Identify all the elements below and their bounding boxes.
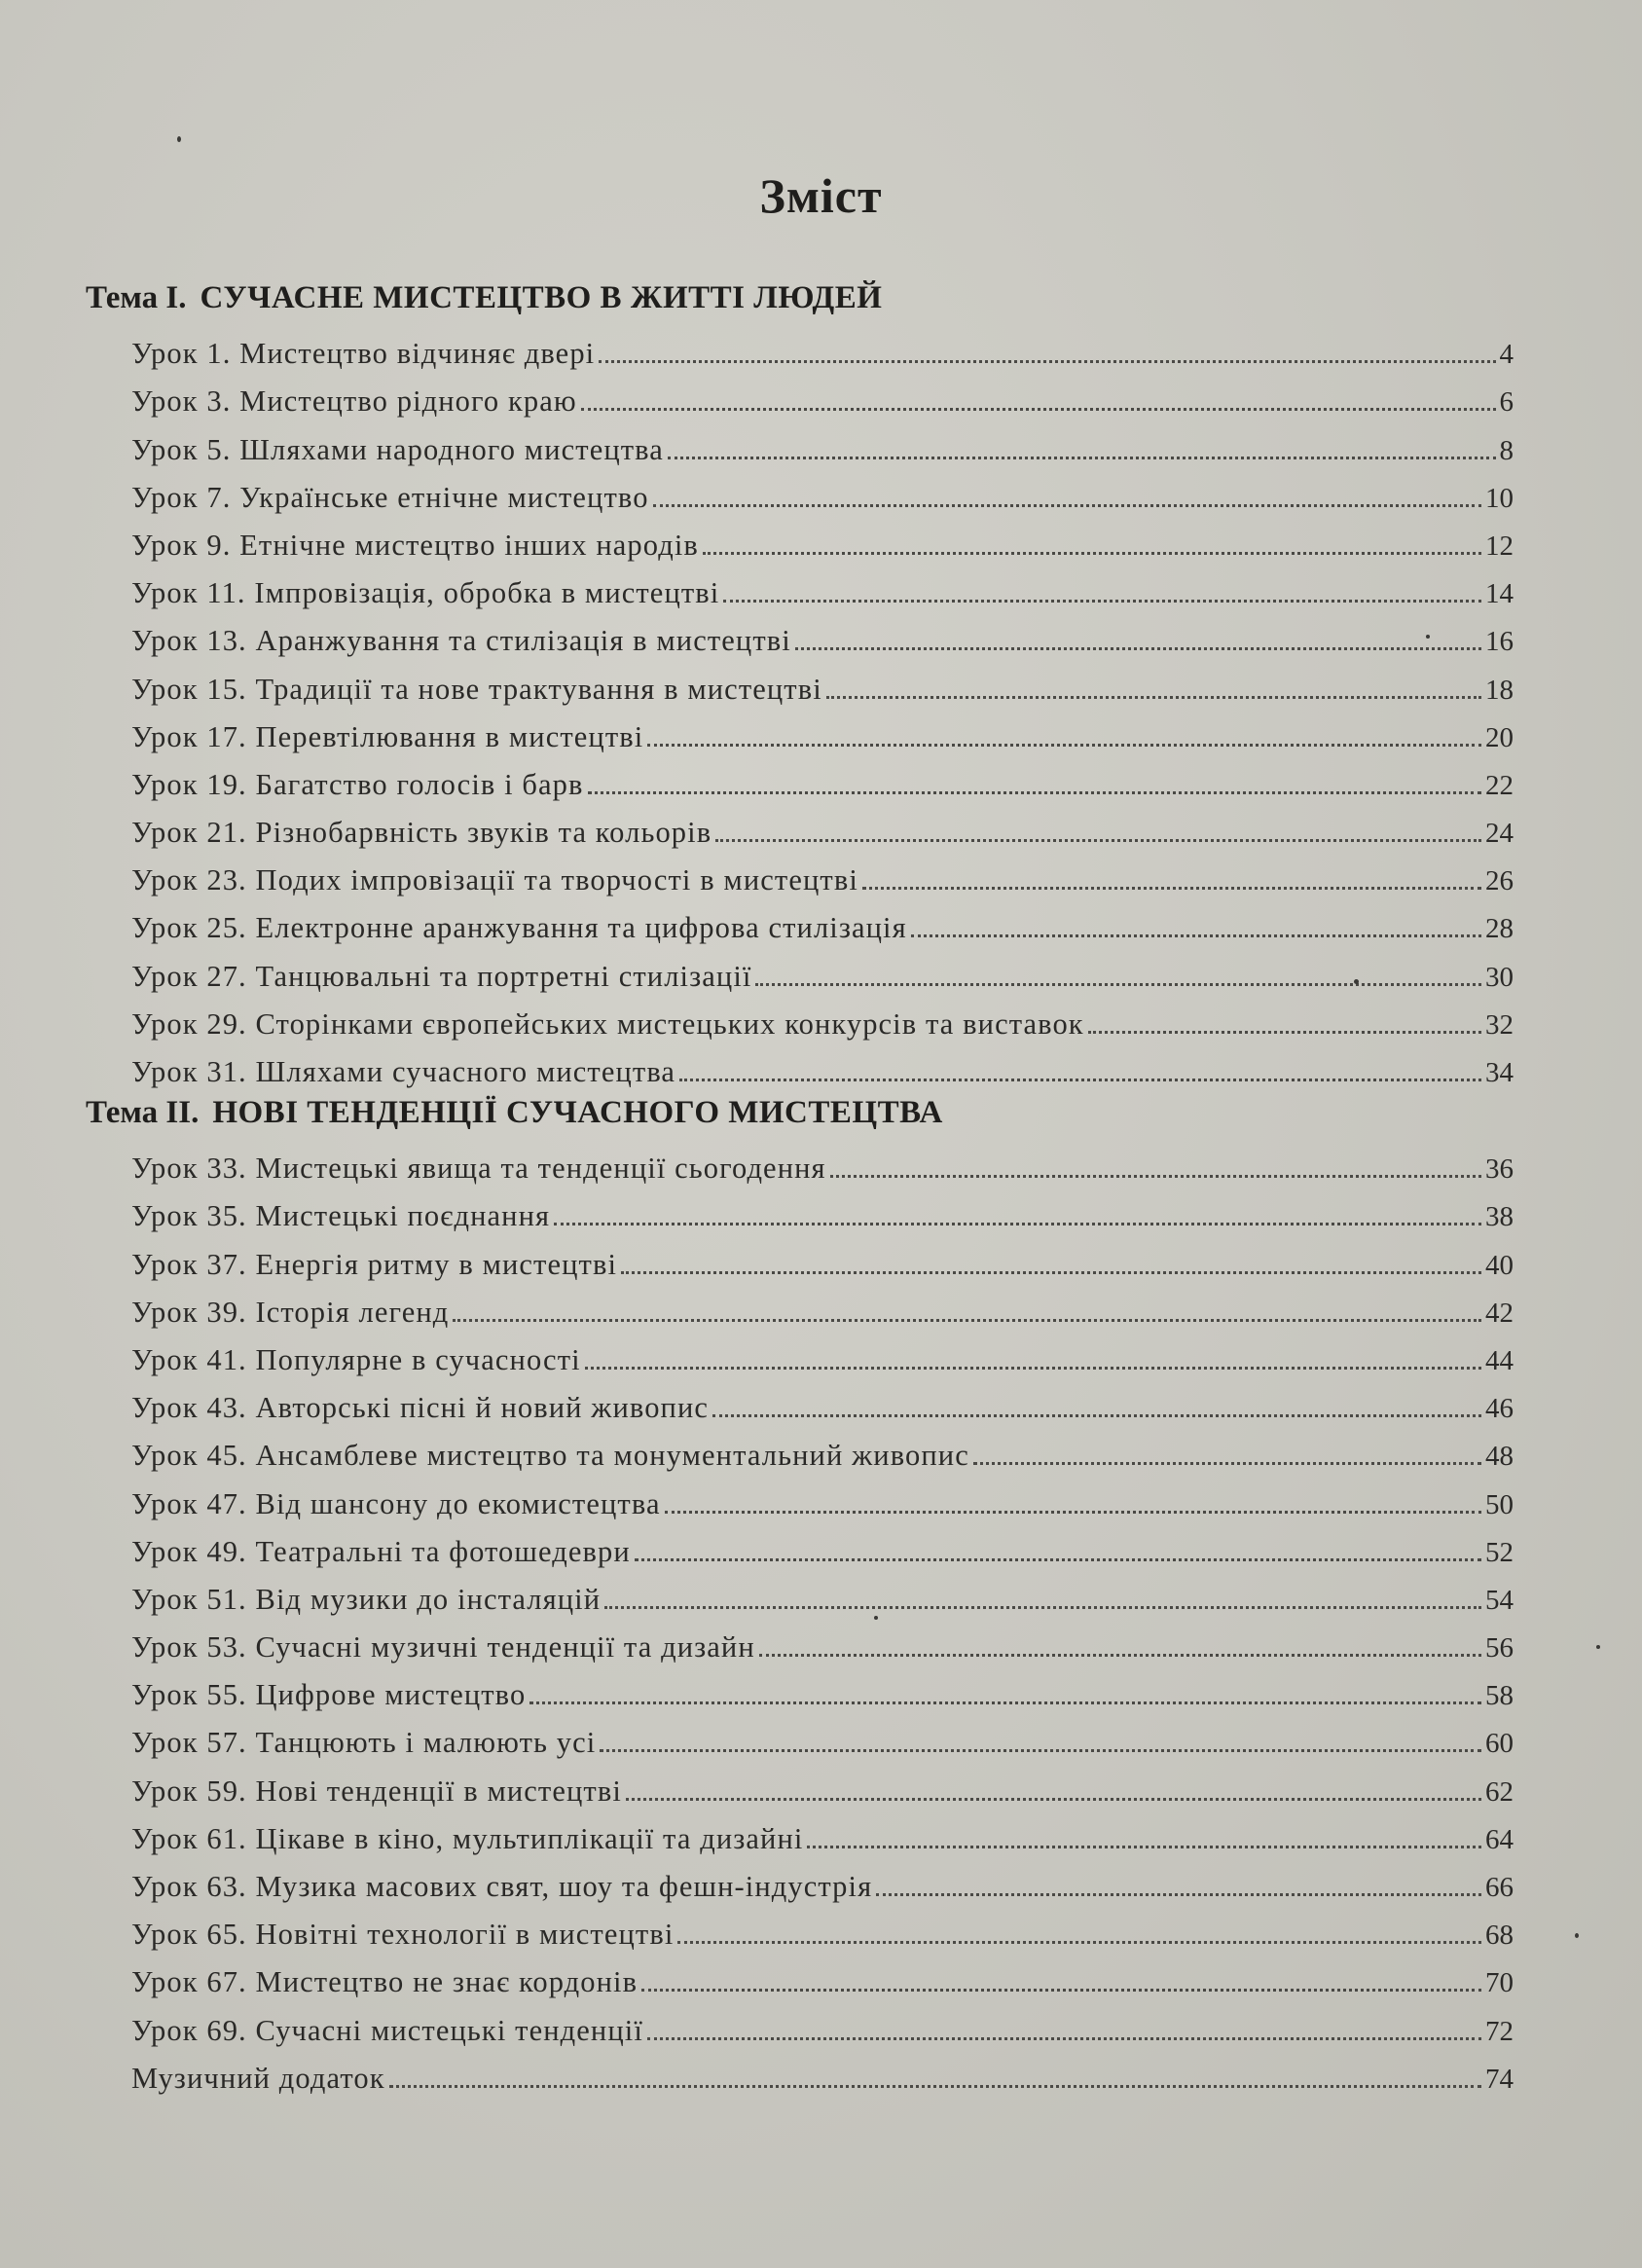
dot-leader (621, 1271, 1481, 1274)
toc-entry[interactable] (131, 1527, 1514, 1575)
entry-label: Урок 15. Традиції та нове трактування в мистецтві (131, 672, 822, 706)
entry-label: Урок 49. Театральні та фотошедеври (131, 1534, 631, 1568)
entry-page: 34 (1485, 1057, 1514, 1088)
dot-leader (830, 1175, 1481, 1178)
dot-leader (712, 1414, 1481, 1417)
entry-label: Урок 27. Танцювальні та портретні стилізації (131, 959, 752, 993)
entry-label: Урок 9. Етнічне мистецтво інших народів (131, 528, 699, 562)
dot-leader (862, 887, 1481, 890)
section-label: Тема ІІ. (86, 1095, 200, 1130)
section-label: Тема І. (86, 280, 187, 315)
entry-label: Урок 33. Мистецькі явища та тенденції сьогодення (131, 1152, 826, 1186)
toc-entry[interactable] (131, 1575, 1514, 1623)
dot-leader (581, 408, 1496, 411)
entry-page: 66 (1485, 1872, 1514, 1903)
entry-label: Урок 1. Мистецтво відчиняє двері (131, 337, 596, 371)
dot-leader (453, 1319, 1481, 1322)
toc-entry[interactable] (131, 903, 1514, 951)
entry-page: 38 (1485, 1201, 1514, 1233)
toc-entry[interactable] (131, 473, 1514, 521)
toc-entry[interactable] (131, 1910, 1514, 1957)
dot-leader (599, 360, 1495, 363)
dot-leader (641, 1989, 1481, 1992)
dot-leader (723, 600, 1481, 603)
toc-entry[interactable] (131, 377, 1514, 424)
entry-label: Урок 63. Музика масових свят, шоу та фешн-індустрія (131, 1870, 873, 1903)
entry-label: Урок 57. Танцюють і малюють усі (131, 1726, 597, 1760)
entry-page: 58 (1485, 1680, 1514, 1712)
toc-entry[interactable] (131, 1431, 1514, 1479)
entry-page: 74 (1485, 2063, 1514, 2095)
toc-entry[interactable] (131, 568, 1514, 616)
entry-page: 36 (1485, 1153, 1514, 1186)
entry-label: Урок 37. Енергія ритму в мистецтві (131, 1247, 618, 1281)
paper-speck (1596, 1645, 1600, 1649)
entry-page: 20 (1485, 721, 1514, 753)
entry-page: 18 (1485, 674, 1514, 706)
dot-leader (911, 934, 1481, 937)
paper-speck (1354, 979, 1359, 984)
dot-leader (795, 647, 1481, 650)
entry-label: Урок 21. Різнобарвність звуків та кольорів (131, 816, 712, 850)
toc-entry[interactable] (131, 760, 1514, 808)
dot-leader (715, 839, 1481, 842)
toc-entry[interactable] (131, 2054, 1514, 2102)
entry-label: Урок 39. Історія легенд (131, 1295, 450, 1329)
toc-entry[interactable] (131, 951, 1514, 999)
entry-page: 14 (1485, 578, 1514, 610)
toc-entry[interactable] (131, 1047, 1514, 1095)
entry-page: 50 (1485, 1488, 1514, 1520)
entry-page: 52 (1485, 1536, 1514, 1568)
section-heading-1 (86, 280, 1642, 329)
entry-page: 68 (1485, 1920, 1514, 1952)
entry-label: Урок 13. Аранжування та стилізація в мистецтві (131, 624, 791, 658)
entry-page: 44 (1485, 1344, 1514, 1376)
entry-label: Урок 19. Багатство голосів і барв (131, 767, 584, 801)
dot-leader (604, 1606, 1481, 1609)
toc-entry[interactable] (131, 1383, 1514, 1431)
toc-entry[interactable] (131, 1335, 1514, 1383)
dot-leader (626, 1798, 1481, 1801)
entry-page: 26 (1485, 865, 1514, 897)
entry-label: Урок 23. Подих імпровізації та творчості в мистецтві (131, 863, 858, 897)
entry-label: Урок 43. Авторські пісні й новий живопис (131, 1391, 710, 1425)
toc-entry[interactable] (131, 521, 1514, 568)
entry-label: Урок 5. Шляхами народного мистецтва (131, 432, 664, 466)
paper-speck (874, 1616, 878, 1620)
section-heading-2 (86, 1095, 1642, 1144)
entry-label: Урок 3. Мистецтво рідного краю (131, 384, 577, 419)
dot-leader (647, 744, 1481, 747)
entry-label: Урок 61. Цікаве в кіно, мультиплікації та дизайні (131, 1821, 804, 1855)
entry-label: Музичний додаток (131, 2061, 385, 2095)
dot-leader (647, 2037, 1481, 2040)
dot-leader (668, 457, 1496, 459)
entry-label: Урок 11. Імпровізація, обробка в мистецтві (131, 576, 720, 610)
toc-entry[interactable] (131, 1144, 1514, 1191)
entry-page: 60 (1485, 1728, 1514, 1760)
entry-label: Урок 29. Сторінками європейських мистецьких конкурсів та виставок (131, 1006, 1084, 1041)
toc-entry[interactable] (131, 1239, 1514, 1287)
dot-leader (529, 1701, 1481, 1704)
entry-page: 54 (1485, 1584, 1514, 1616)
entry-page: 64 (1485, 1823, 1514, 1855)
toc-entry[interactable] (131, 1000, 1514, 1047)
entry-page: 12 (1485, 530, 1514, 562)
toc-entry[interactable] (131, 1814, 1514, 1862)
entry-page: 70 (1485, 1967, 1514, 1999)
entry-label: Урок 7. Українське етнічне мистецтво (131, 480, 649, 514)
dot-leader (665, 1511, 1481, 1514)
toc-entry[interactable] (131, 1479, 1514, 1526)
dot-leader (1088, 1031, 1481, 1034)
entry-label: Урок 31. Шляхами сучасного мистецтва (131, 1055, 676, 1088)
dot-leader (755, 983, 1481, 986)
toc-entry[interactable] (131, 856, 1514, 903)
entry-page: 48 (1485, 1441, 1514, 1473)
entry-label: Урок 17. Перевтілювання в мистецтві (131, 719, 644, 753)
paper-speck (1426, 635, 1430, 639)
toc-entry[interactable] (131, 2005, 1514, 2053)
toc-entry[interactable] (131, 1862, 1514, 1910)
dot-leader (635, 1558, 1481, 1561)
toc-entry[interactable] (131, 1623, 1514, 1670)
entry-label: Урок 45. Ансамблеве мистецтво та монументальний живопис (131, 1439, 969, 1473)
dot-leader (677, 1941, 1481, 1944)
dot-leader (389, 2085, 1481, 2088)
entry-page: 42 (1485, 1297, 1514, 1329)
toc-entry[interactable] (131, 1718, 1514, 1766)
entry-label: Урок 67. Мистецтво не знає кордонів (131, 1965, 639, 1999)
table-of-contents (0, 280, 1642, 2102)
entry-page: 10 (1485, 482, 1514, 514)
dot-leader (588, 791, 1481, 794)
entry-page: 22 (1485, 769, 1514, 801)
dot-leader (703, 552, 1481, 555)
toc-entry[interactable] (131, 664, 1514, 712)
toc-entry[interactable] (131, 1288, 1514, 1335)
entry-label: Урок 55. Цифрове мистецтво (131, 1678, 527, 1712)
entry-page: 8 (1499, 434, 1514, 466)
toc-entry[interactable] (131, 713, 1514, 760)
entry-label: Урок 47. Від шансону до екомистецтва (131, 1486, 661, 1520)
entry-page: 28 (1485, 913, 1514, 945)
entry-label: Урок 69. Сучасні мистецькі тенденції (131, 2013, 643, 2047)
entry-page: 72 (1485, 2015, 1514, 2047)
toc-entry[interactable] (131, 329, 1514, 377)
section-title: СУЧАСНЕ МИСТЕЦТВО В ЖИТТІ ЛЮДЕЙ (200, 280, 883, 315)
entry-page: 30 (1485, 961, 1514, 993)
entry-page: 6 (1499, 386, 1514, 419)
entry-label: Урок 51. Від музики до інсталяцій (131, 1582, 602, 1616)
entry-page: 56 (1485, 1632, 1514, 1664)
entry-page: 32 (1485, 1008, 1514, 1041)
dot-leader (807, 1846, 1481, 1848)
entry-page: 4 (1499, 339, 1514, 371)
dot-leader (585, 1367, 1481, 1370)
toc-entry[interactable] (131, 1670, 1514, 1718)
dot-leader (679, 1079, 1481, 1081)
dot-leader (973, 1462, 1481, 1465)
toc-entry[interactable] (131, 616, 1514, 664)
toc-entry[interactable] (131, 424, 1514, 472)
toc-entry[interactable] (131, 1957, 1514, 2005)
section-title: НОВІ ТЕНДЕНЦІЇ СУЧАСНОГО МИСТЕЦТВА (212, 1095, 943, 1130)
dot-leader (826, 696, 1481, 699)
entry-label: Урок 59. Нові тенденції в мистецтві (131, 1774, 622, 1808)
entry-label: Урок 65. Новітні технології в мистецтві (131, 1918, 675, 1952)
page-title: Зміст (759, 168, 883, 223)
paper-speck (1575, 1933, 1579, 1938)
dot-leader (759, 1654, 1481, 1657)
dot-leader (554, 1223, 1481, 1225)
toc-entry[interactable] (131, 1191, 1514, 1239)
entry-page: 40 (1485, 1249, 1514, 1281)
dot-leader (600, 1749, 1481, 1752)
entry-page: 16 (1485, 626, 1514, 658)
entry-label: Урок 53. Сучасні музичні тенденції та дизайн (131, 1630, 755, 1664)
dot-leader (653, 504, 1481, 507)
entry-label: Урок 25. Електронне аранжування та цифрова стилізація (131, 911, 907, 945)
entry-label: Урок 35. Мистецькі поєднання (131, 1199, 551, 1233)
entry-label: Урок 41. Популярне в сучасності (131, 1342, 581, 1376)
toc-entry[interactable] (131, 808, 1514, 856)
entry-page: 62 (1485, 1775, 1514, 1808)
entry-page: 46 (1485, 1393, 1514, 1425)
entry-page: 24 (1485, 818, 1514, 850)
paper-speck (177, 136, 181, 142)
toc-entry[interactable] (131, 1766, 1514, 1813)
dot-leader (876, 1893, 1481, 1896)
